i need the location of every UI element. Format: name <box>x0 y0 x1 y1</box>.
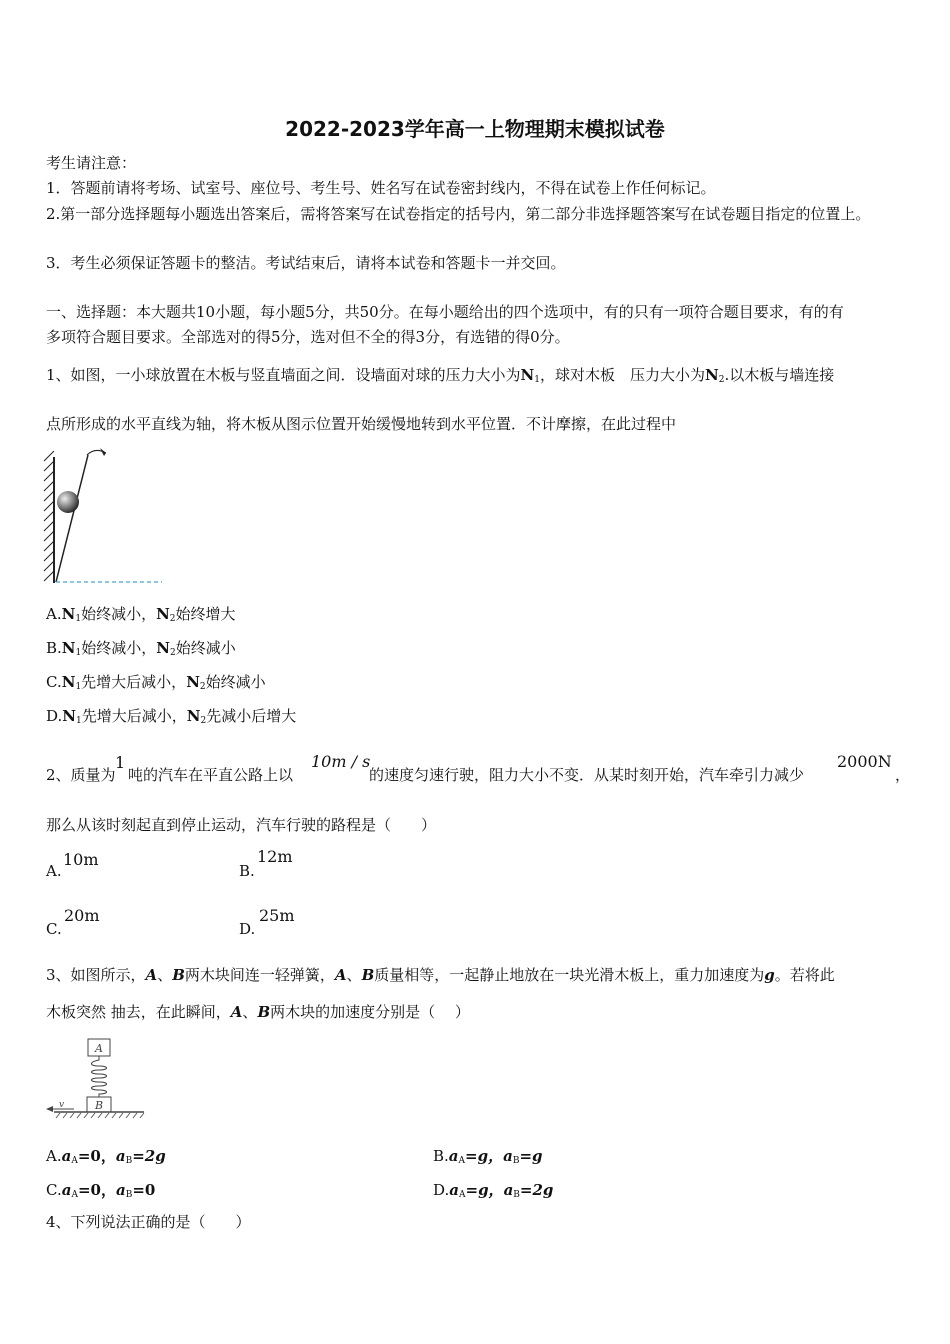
q1-option-d[interactable]: $D.N_1$先增大后减小，$N_2$先减小后增大 <box>46 707 297 726</box>
q1-option-b[interactable]: $B.N_1$始终减小，$N_2$始终减小 <box>46 639 236 658</box>
q2-option-a-value: 10m <box>63 850 99 869</box>
wall-hatch <box>44 451 54 581</box>
q3-figure <box>44 1037 148 1123</box>
spring <box>92 1056 107 1097</box>
section1-intro-line1: 一、选择题：本大题共10小题，每小题5分，共50分。在每小题给出的四个选项中，有的只有一项符合题目要求，有的有 <box>46 303 844 321</box>
q3-stem-line1: 3、如图所示，A、B两木块间连一轻弹簧，A、B质量相等，一起静止地放在一块光滑木板上，重力加速度为g。若将此 <box>46 966 835 984</box>
q2-option-c-label[interactable]: C. <box>46 920 62 938</box>
notice-heading: 考生请注意： <box>46 154 137 172</box>
q2-option-d-value: 25m <box>259 906 295 925</box>
q2-stem-p1: 2、质量为 <box>46 766 116 784</box>
q3-option-d[interactable]: $D.a_A=g$，$a_B=2g$ <box>433 1181 554 1200</box>
velocity-arrow-head <box>46 1106 53 1112</box>
q1-stem-line1: 1、如图，一小球放置在木板与竖直墙面之间．设墙面对球的压力大小为$N_1$，球对木板 压力大小为$N_2$.以木板与墙连接 <box>46 366 835 385</box>
q1-figure <box>40 445 170 590</box>
board-line <box>56 455 88 582</box>
q2-stem-p3: 的速度匀速行驶，阻力大小不变．从某时刻开始，汽车牵引力减少 <box>369 766 805 784</box>
ball <box>57 491 79 513</box>
q1-stem-line2: 点所形成的水平直线为轴，将木板从图示位置开始缓慢地转到水平位置．不计摩擦，在此过程中 <box>46 415 677 433</box>
q3-option-a[interactable]: $A.a_A=0$，$a_B=2g$ <box>46 1147 166 1166</box>
page-title: 2022-2023学年高一上物理期末模拟试卷 <box>285 117 665 141</box>
q2-stem-p4: ， <box>895 766 911 784</box>
q2-math-speed: 10m / s <box>311 752 371 771</box>
q3-option-b[interactable]: $B.a_A=g$，$a_B=g$ <box>433 1147 543 1166</box>
q3-stem-line2: 木板突然 抽去，在此瞬间，A、B两木块的加速度分别是（ ） <box>46 1003 470 1021</box>
q1-option-c[interactable]: $C.N_1$先增大后减小，$N_2$始终减小 <box>46 673 266 692</box>
q1-option-a[interactable]: $A.N_1$始终减小，$N_2$始终增大 <box>46 605 236 624</box>
board-hatch <box>56 1113 144 1118</box>
q2-option-b-value: 12m <box>257 847 293 866</box>
velocity-label: v <box>59 1100 65 1110</box>
q4-stem: 4、下列说法正确的是（ ） <box>46 1213 251 1231</box>
section1-intro-line2: 多项符合题目要求。全部选对的得5分，选对但不全的得3分，有选错的得0分。 <box>46 328 570 346</box>
q2-stem-p2: 吨的汽车在平直公路上以 <box>128 766 294 784</box>
q3-option-c[interactable]: $C.a_A=0$，$a_B=0$ <box>46 1181 156 1200</box>
q2-math-force: 2000N <box>837 752 892 771</box>
block-a-label: A <box>95 1042 103 1055</box>
block-b-label: B <box>94 1099 104 1112</box>
q2-math-mass: 1 <box>115 753 126 772</box>
q2-stem-line2: 那么从该时刻起直到停止运动，汽车行驶的路程是（ ） <box>46 816 437 834</box>
q2-option-a-label[interactable]: A. <box>46 862 62 880</box>
q2-option-d-label[interactable]: D. <box>239 920 256 938</box>
q2-option-c-value: 20m <box>64 906 100 925</box>
notice-item-3: 3．考生必须保证答题卡的整洁。考试结束后，请将本试卷和答题卡一并交回。 <box>46 254 566 272</box>
q2-option-b-label[interactable]: B. <box>239 862 255 880</box>
notice-item-1: 1．答题前请将考场、试室号、座位号、考生号、姓名写在试卷密封线内，不得在试卷上作任何标记。 <box>46 179 716 197</box>
notice-item-2: 2.第一部分选择题每小题选出答案后，需将答案写在试卷指定的括号内，第二部分非选择题答案写在试卷题目指定的位置上。 <box>46 205 871 223</box>
